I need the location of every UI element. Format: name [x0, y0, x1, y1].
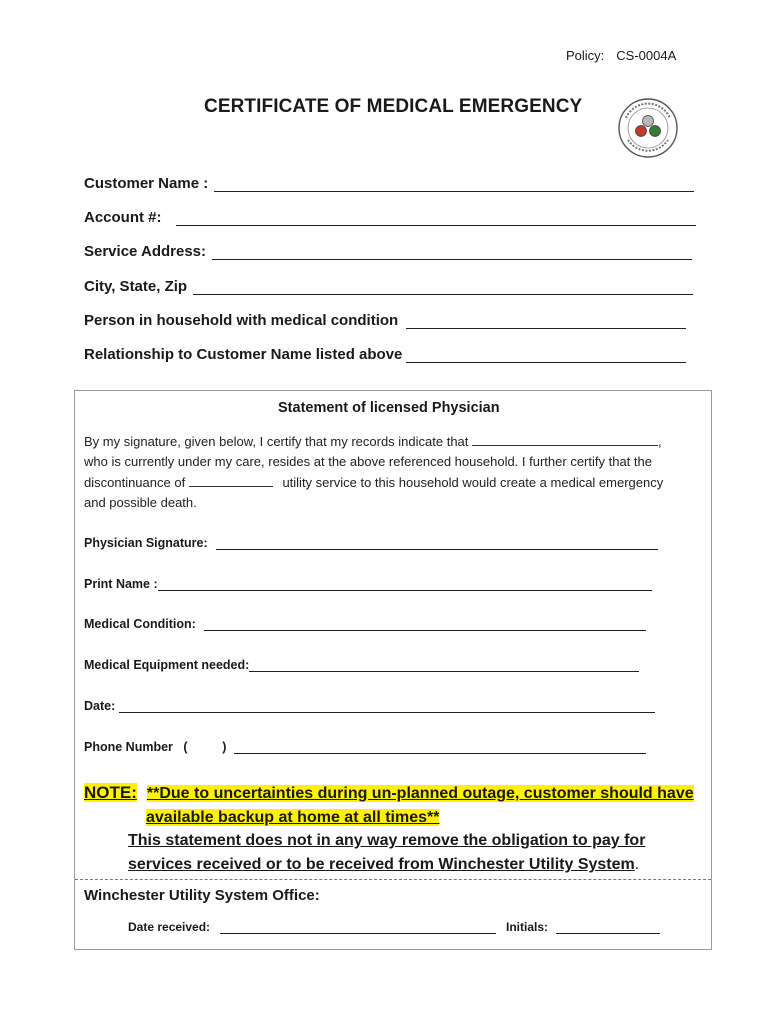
phone-number-field[interactable]: Phone Number ( )	[84, 740, 646, 754]
person-medical-condition-line[interactable]	[406, 315, 686, 329]
relationship-line[interactable]	[406, 349, 686, 363]
note-line-4: services received or to be received from Winchester Utility System.	[128, 856, 640, 873]
account-number-line[interactable]	[176, 212, 696, 226]
medical-equipment-line[interactable]	[249, 660, 639, 672]
customer-name-field[interactable]: Customer Name :	[84, 175, 694, 192]
patient-name-line[interactable]	[472, 434, 658, 446]
date-line[interactable]	[119, 701, 655, 713]
utility-type-line[interactable]	[189, 475, 273, 487]
certify-line-1: By my signature, given below, I certify that my records indicate that ,	[84, 434, 662, 449]
date-field[interactable]: Date:	[84, 699, 655, 713]
physician-signature-line[interactable]	[216, 538, 658, 550]
print-name-field[interactable]: Print Name :	[84, 577, 652, 591]
policy-number	[566, 48, 676, 63]
policy-code: CS-0004A	[616, 48, 677, 63]
initials-field[interactable]: Initials:	[506, 920, 660, 934]
office-divider	[75, 879, 711, 880]
winchester-seal-logo	[616, 98, 680, 158]
person-medical-condition-field[interactable]: Person in household with medical condition	[84, 312, 686, 329]
note-line-2	[146, 809, 439, 827]
policy-label: Policy:	[566, 48, 605, 63]
note-line-1	[84, 783, 694, 803]
note-text-4: services received or to be received from Winchester Utility System	[128, 856, 635, 873]
service-address-field[interactable]: Service Address:	[84, 243, 692, 260]
certify-line-4: and possible death.	[84, 495, 197, 510]
note-line-3	[128, 832, 645, 850]
city-state-zip-line[interactable]	[193, 281, 693, 295]
relationship-field[interactable]: Relationship to Customer Name listed above	[84, 346, 686, 363]
city-state-zip-field[interactable]: City, State, Zip	[84, 278, 693, 295]
date-received-field[interactable]: Date received:	[128, 920, 496, 934]
customer-name-line[interactable]	[214, 178, 694, 192]
print-name-line[interactable]	[158, 579, 652, 591]
certify-line-2: who is currently under my care, resides at the above referenced household. I further certify that the	[84, 454, 652, 469]
office-heading: Winchester Utility System Office:	[84, 887, 320, 904]
note-text-1: **Due to uncertainties during un-planned outage, customer should have	[146, 785, 694, 802]
initials-line[interactable]	[556, 922, 660, 934]
date-received-line[interactable]	[220, 922, 496, 934]
physician-statement-heading: Statement of licensed Physician	[278, 400, 500, 416]
medical-condition-field[interactable]: Medical Condition:	[84, 617, 646, 631]
note-text-2: available backup at home at all times**	[146, 809, 440, 826]
page-title: CERTIFICATE OF MEDICAL EMERGENCY	[204, 96, 583, 117]
medical-condition-line[interactable]	[204, 619, 646, 631]
physician-signature-field[interactable]: Physician Signature:	[84, 536, 658, 550]
note-text-3: This statement does not in any way remove the obligation to pay for	[128, 832, 646, 849]
phone-number-line[interactable]	[234, 742, 646, 754]
service-address-line[interactable]	[212, 246, 692, 260]
certify-line-3: discontinuance of utility service to this household would create a medical emergency	[84, 475, 664, 490]
note-label: NOTE:	[84, 783, 137, 802]
account-number-field[interactable]: Account #:	[84, 209, 696, 226]
medical-equipment-field[interactable]: Medical Equipment needed:	[84, 658, 639, 672]
